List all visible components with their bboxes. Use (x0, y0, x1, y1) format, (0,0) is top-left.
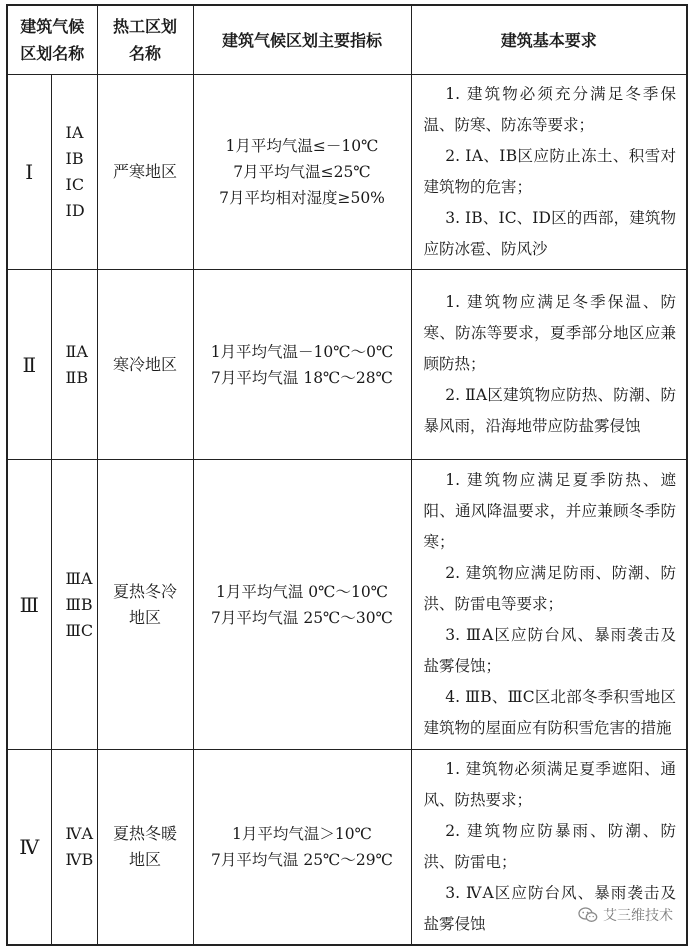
watermark-text: 艾三维技术 (603, 908, 673, 924)
header-row (7, 5, 687, 75)
subregion-cell: ⅢA ⅢB ⅢC (51, 460, 97, 750)
wechat-icon (578, 907, 598, 923)
requirements-cell: 1. 建筑物必须满足夏季遮阳、通风、防热要求； 2. 建筑物应防暴雨、防潮、防洪、防雷电； 3. ⅣA区应防台风、暴雨袭击及盐雾侵蚀 (411, 750, 687, 946)
indicators-cell: 1月平均气温≤－10℃ 7月平均气温≤25℃ 7月平均相对湿度≥50% (193, 75, 411, 270)
region-cell: Ⅰ (7, 75, 51, 270)
indicators-cell: 1月平均气温 0℃～10℃ 7月平均气温 25℃～30℃ (193, 460, 411, 750)
requirements-cell: 1. 建筑物应满足冬季保温、防寒、防冻等要求，夏季部分地区应兼顾防热； 2. ⅡA区建筑物应防热、防潮、防暴风雨，沿海地带应防盐雾侵蚀 (411, 270, 687, 460)
thermal-zone-cell: 严寒地区 (97, 75, 193, 270)
thermal-zone-cell: 夏热冬冷 地区 (97, 460, 193, 750)
region-cell: Ⅳ (7, 750, 51, 946)
region-cell: Ⅲ (7, 460, 51, 750)
requirements-cell: 1. 建筑物应满足夏季防热、遮阳、通风降温要求，并应兼顾冬季防寒； 2. 建筑物应满足防雨、防潮、防洪、防雷电等要求； 3. ⅢA区应防台风、暴雨袭击及盐雾侵蚀； 4. ⅢB、ⅢC区北部冬季积雪地区建筑物的屋面应有防积雪危害的措施 (411, 460, 687, 750)
header-region-name: 建筑气候 区划名称 (7, 5, 97, 75)
header-indicators: 建筑气候区划主要指标 (193, 5, 411, 75)
watermark (575, 904, 676, 926)
subregion-cell: ⅠA ⅠB ⅠC ⅠD (51, 75, 97, 270)
thermal-zone-cell: 寒冷地区 (97, 270, 193, 460)
climate-zoning-table (6, 4, 688, 946)
subregion-cell: ⅣA ⅣB (51, 750, 97, 946)
table-row (7, 460, 687, 750)
thermal-zone-cell: 夏热冬暖 地区 (97, 750, 193, 946)
subregion-cell: ⅡA ⅡB (51, 270, 97, 460)
header-requirements: 建筑基本要求 (411, 5, 687, 75)
requirements-cell: 1. 建筑物必须充分满足冬季保温、防寒、防冻等要求； 2. ⅠA、ⅠB区应防止冻土、积雪对建筑物的危害； 3. ⅠB、ⅠC、ⅠD区的西部，建筑物应防冰雹、防风沙 (411, 75, 687, 270)
indicators-cell: 1月平均气温－10℃～0℃ 7月平均气温 18℃～28℃ (193, 270, 411, 460)
climate-zoning-table-page (6, 4, 686, 933)
region-cell: Ⅱ (7, 270, 51, 460)
table-row (7, 270, 687, 460)
header-thermal-name: 热工区划 名称 (97, 5, 193, 75)
indicators-cell: 1月平均气温＞10℃ 7月平均气温 25℃～29℃ (193, 750, 411, 946)
table-row (7, 75, 687, 270)
